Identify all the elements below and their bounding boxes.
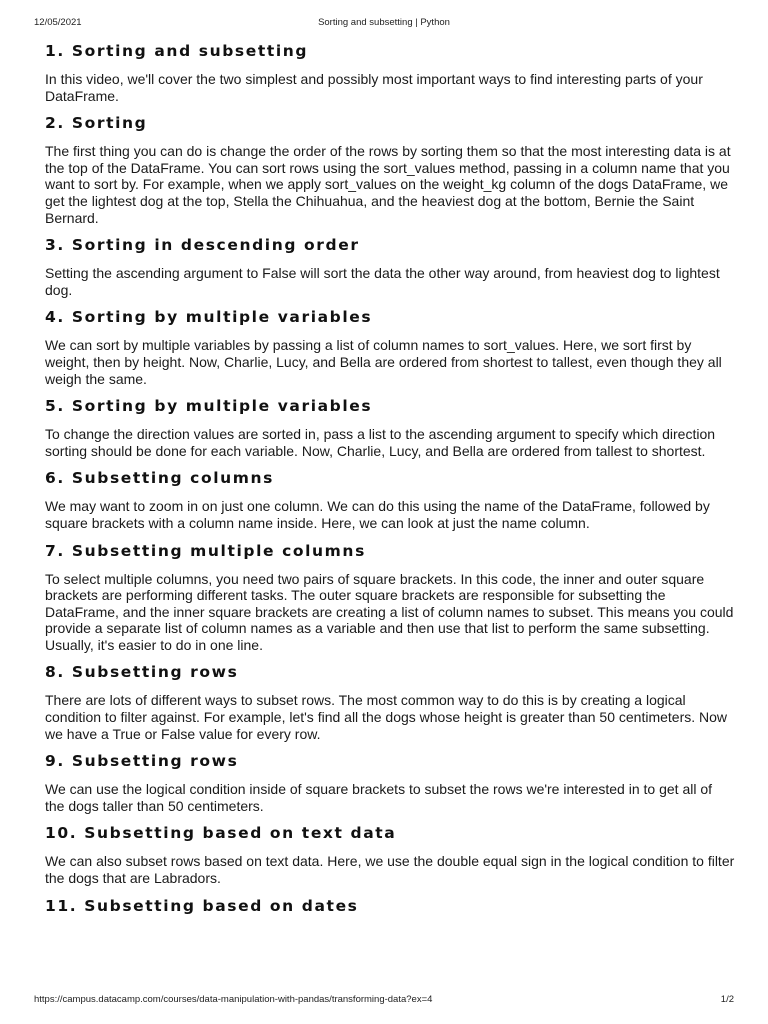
section-heading: 8. Subsetting rows [45, 663, 239, 682]
section-body: There are lots of different ways to subset rows. The most common way to do this is by creating a logical condition to filter against. For example, let's find all the dogs whose height is greater than 50 centimeters. Now we have a True or False value for every row. [45, 692, 728, 742]
section-heading: 2. Sorting [45, 114, 148, 133]
section-8 [45, 661, 735, 742]
section-body: In this video, we'll cover the two simplest and possibly most important ways to find interesting parts of your DataFrame. [45, 71, 703, 104]
section-2 [45, 112, 735, 226]
section-10 [45, 822, 735, 886]
print-page-title: Sorting and subsetting | Python [318, 17, 450, 28]
section-9 [45, 750, 735, 814]
section-heading: 9. Subsetting rows [45, 752, 239, 771]
section-5 [45, 395, 735, 459]
section-body: We may want to zoom in on just one column. We can do this using the name of the DataFrame, followed by square brackets with a column name inside. Here, we can look at just the name column. [45, 498, 710, 531]
section-body: We can use the logical condition inside of square brackets to subset the rows we're interested in to get all of the dogs taller than 50 centimeters. [45, 781, 713, 814]
section-7 [45, 540, 735, 654]
print-header [34, 17, 734, 31]
section-heading: 6. Subsetting columns [45, 469, 274, 488]
print-footer [34, 994, 734, 1008]
section-body: We can sort by multiple variables by passing a list of column names to sort_values. Here, we sort first by weight, then by height. Now, Charlie, Lucy, and Bella are ordered from shortest to tallest, even though they all weigh the same. [45, 337, 722, 387]
section-body: The first thing you can do is change the order of the rows by sorting them so that the most interesting data is at the top of the DataFrame. You can sort rows using the sort_values method, passing in a column name that you want to sort by. For example, when we apply sort_values on the weight_kg column of the dogs DataFrame, we get the lightest dog at the top, Stella the Chihuahua, and the heaviest dog at the bottom, Bernie the Saint Bernard. [45, 143, 731, 226]
section-heading: 5. Sorting by multiple variables [45, 397, 373, 416]
print-date: 12/05/2021 [34, 17, 82, 28]
section-4 [45, 306, 735, 387]
section-body: Setting the ascending argument to False will sort the data the other way around, from heaviest dog to lightest dog. [45, 265, 720, 298]
section-body: To change the direction values are sorted in, pass a list to the ascending argument to specify which direction sorting should be done for each variable. Now, Charlie, Lucy, and Bella are ordered from tallest to shortest. [45, 426, 716, 459]
print-url: https://campus.datacamp.com/courses/data-manipulation-with-pandas/transforming-data?ex=4 [34, 994, 433, 1005]
page-number: 1/2 [720, 994, 734, 1005]
section-11 [45, 895, 735, 917]
section-heading: 11. Subsetting based on dates [45, 896, 359, 915]
section-3 [45, 234, 735, 298]
section-heading: 3. Sorting in descending order [45, 236, 360, 255]
section-heading: 1. Sorting and subsetting [45, 42, 309, 60]
document-content [45, 40, 735, 926]
section-heading: 7. Subsetting multiple columns [45, 541, 366, 560]
section-body: To select multiple columns, you need two pairs of square brackets. In this code, the inner and outer square brackets are performing different tasks. The outer square brackets are responsible for subsetting the DataFrame, and the inner square brackets are creating a list of column names to subset. This means you could provide a separate list of column names as a variable and then use that list to perform the same subsetting. Usually, it's easier to do in one line. [45, 570, 734, 653]
section-body: We can also subset rows based on text data. Here, we use the double equal sign in the logical condition to filter the dogs that are Labradors. [45, 853, 735, 887]
section-heading: 10. Subsetting based on text data [45, 824, 397, 843]
section-heading: 4. Sorting by multiple variables [45, 308, 373, 327]
section-6 [45, 467, 735, 531]
section-1 [45, 40, 735, 104]
